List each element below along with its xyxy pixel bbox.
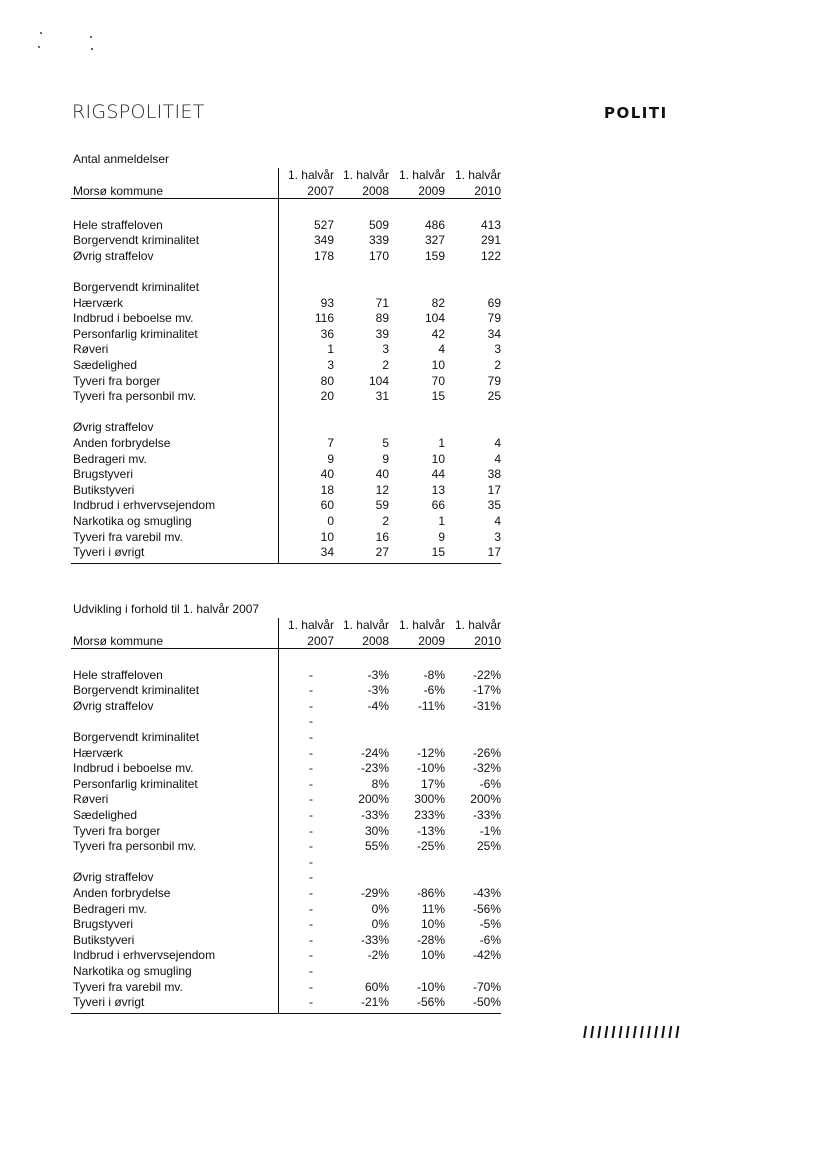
- cell-value: -: [309, 854, 313, 869]
- cell-value: 36: [320, 326, 334, 341]
- cell-value: 7: [327, 436, 334, 450]
- table-row: [71, 870, 501, 886]
- cell-value: -1%: [479, 823, 501, 838]
- cell-value: 25%: [476, 839, 501, 854]
- stripe-mark: [605, 1026, 609, 1038]
- table-row: [71, 668, 501, 684]
- row-label: Indbrud i erhvervsejendom: [73, 948, 216, 963]
- cell-value: 4: [494, 451, 501, 466]
- row-label: Brugstyveri: [73, 467, 134, 482]
- table-row: [71, 327, 501, 343]
- table-row: [71, 964, 501, 980]
- cell-value: 39: [375, 326, 389, 341]
- table-title: Antal anmeldelser: [73, 152, 170, 166]
- table-row: [71, 917, 501, 933]
- row-label: Borgervendt kriminalitet: [73, 280, 200, 294]
- cell-value: -70%: [472, 979, 501, 994]
- table-row: [71, 498, 501, 514]
- cell-value: 10: [431, 451, 445, 466]
- cell-value: -: [309, 714, 313, 729]
- cell-value: 40: [375, 467, 389, 482]
- cell-value: -: [309, 964, 313, 978]
- table-title: Udvikling i forhold til 1. halvår 2007: [73, 602, 260, 616]
- stripe-mark: [619, 1026, 623, 1038]
- column-header-year: 2010: [474, 634, 501, 648]
- table-row: [71, 436, 501, 452]
- region-label: Morsø kommune: [73, 184, 164, 198]
- column-header-year: 2007: [307, 634, 334, 648]
- cell-value: -13%: [416, 823, 445, 838]
- row-label: Bedrageri mv.: [73, 901, 147, 916]
- cell-value: 27: [375, 545, 389, 560]
- cell-value: -22%: [472, 667, 501, 682]
- row-label: Narkotika og smugling: [73, 964, 192, 978]
- row-label: Anden forbrydelse: [73, 886, 171, 900]
- cell-value: -31%: [472, 698, 501, 713]
- table-row: [71, 311, 501, 327]
- cell-value: -: [309, 667, 313, 682]
- row-label: Tyveri fra varebil mv.: [73, 979, 183, 994]
- header-divider: [71, 648, 501, 649]
- table-row: [71, 389, 501, 405]
- cell-value: 66: [431, 498, 445, 513]
- cell-value: -23%: [360, 761, 389, 776]
- cell-value: -: [309, 932, 313, 947]
- table-row: [71, 514, 501, 530]
- row-label: Anden forbrydelse: [73, 436, 171, 450]
- cell-value: 25: [487, 389, 501, 404]
- column-header-year: 2010: [474, 184, 501, 198]
- cell-value: -: [309, 886, 313, 900]
- stripe-mark: [668, 1026, 672, 1038]
- stripe-mark: [676, 1026, 680, 1038]
- table-row: [71, 902, 501, 918]
- stripe-mark: [661, 1026, 665, 1038]
- row-label: Borgervendt kriminalitet: [73, 730, 200, 744]
- cell-value: 3: [382, 342, 389, 357]
- column-header-year: 2008: [362, 184, 389, 198]
- cell-value: 0: [327, 514, 334, 528]
- table-row: [71, 746, 501, 762]
- cell-value: -: [309, 698, 313, 713]
- cell-value: 17: [487, 482, 501, 497]
- table-row: [71, 777, 501, 793]
- cell-value: 413: [480, 217, 501, 232]
- table-row: [71, 202, 501, 218]
- table-row: [71, 808, 501, 824]
- row-label: Tyveri fra personbil mv.: [73, 389, 197, 404]
- cell-value: 300%: [414, 792, 445, 807]
- cell-value: 60%: [364, 979, 389, 994]
- row-label: Øvrig straffelov: [73, 248, 154, 263]
- table-row: [71, 792, 501, 808]
- cell-value: 116: [314, 311, 334, 326]
- cell-value: 34: [487, 326, 501, 341]
- column-header-period: 1. halvår: [342, 168, 389, 182]
- cell-value: -56%: [472, 901, 501, 916]
- cell-value: -26%: [472, 745, 501, 760]
- table-row: [71, 714, 501, 730]
- table-bottom-rule: [71, 1013, 501, 1014]
- column-header-period: 1. halvår: [287, 168, 334, 182]
- row-label: Borgervendt kriminalitet: [73, 233, 200, 248]
- cell-value: 30%: [364, 823, 389, 838]
- table-row: [71, 483, 501, 499]
- table-row: [71, 280, 501, 296]
- row-label: Røveri: [73, 342, 109, 357]
- cell-value: -28%: [416, 932, 445, 947]
- cell-value: -: [309, 839, 313, 854]
- cell-value: -24%: [360, 745, 389, 760]
- cell-value: 509: [368, 217, 389, 232]
- cell-value: 93: [320, 295, 334, 310]
- table-row: [71, 296, 501, 312]
- stripe-mark: [612, 1026, 616, 1038]
- cell-value: -: [309, 761, 313, 776]
- cell-value: 4: [494, 436, 501, 450]
- cell-value: 3: [494, 529, 501, 544]
- row-label: Tyveri i øvrigt: [73, 995, 145, 1010]
- cell-value: 82: [431, 295, 445, 310]
- row-label: Tyveri fra borger: [73, 373, 161, 388]
- table-row: [71, 420, 501, 436]
- cell-value: 59: [375, 498, 389, 513]
- cell-value: 10: [320, 529, 334, 544]
- cell-value: -: [309, 745, 313, 760]
- cell-value: -: [309, 870, 313, 885]
- table-row: [71, 886, 501, 902]
- table-row: [71, 933, 501, 949]
- column-header-period: 1. halvår: [398, 618, 445, 632]
- cell-value: 349: [313, 233, 334, 248]
- cell-value: 13: [431, 482, 445, 497]
- cell-value: -12%: [416, 745, 445, 760]
- row-label: Brugstyveri: [73, 917, 134, 932]
- cell-value: 159: [424, 248, 445, 263]
- cell-value: 17%: [420, 776, 445, 791]
- stripe-mark: [626, 1026, 630, 1038]
- cell-value: -86%: [416, 886, 445, 900]
- cell-value: -: [309, 776, 313, 791]
- cell-value: 4: [494, 514, 501, 528]
- cell-value: -29%: [360, 886, 389, 900]
- stripe-mark: [590, 1026, 594, 1038]
- table-row: [71, 652, 501, 668]
- cell-value: 1: [327, 342, 334, 357]
- row-label: Tyveri fra varebil mv.: [73, 529, 183, 544]
- cell-value: -: [309, 901, 313, 916]
- cell-value: 233%: [414, 808, 445, 822]
- cell-value: -: [309, 948, 313, 963]
- cell-value: -42%: [472, 948, 501, 963]
- cell-value: 4: [438, 342, 445, 357]
- table-row: [71, 824, 501, 840]
- cell-value: 79: [487, 373, 501, 388]
- cell-value: 9: [327, 451, 334, 466]
- table-row: [71, 467, 501, 483]
- row-label: Personfarlig kriminalitet: [73, 326, 198, 341]
- cell-value: -6%: [423, 683, 445, 698]
- cell-value: -4%: [367, 698, 389, 713]
- column-header-period: 1. halvår: [454, 618, 501, 632]
- table-row: [71, 249, 501, 265]
- cell-value: -8%: [423, 667, 445, 682]
- cell-value: -: [309, 808, 313, 822]
- cell-value: 9: [382, 451, 389, 466]
- row-label: Bedrageri mv.: [73, 451, 147, 466]
- cell-value: 35: [487, 498, 501, 513]
- table-row: [71, 342, 501, 358]
- cell-value: -33%: [472, 808, 501, 822]
- cell-value: -: [309, 917, 313, 932]
- cell-value: 104: [424, 311, 445, 326]
- cell-value: 178: [313, 248, 334, 263]
- row-label: Øvrig straffelov: [73, 420, 154, 435]
- cell-value: -56%: [416, 995, 445, 1010]
- table-row: [71, 699, 501, 715]
- row-label: Butikstyveri: [73, 482, 135, 497]
- cell-value: 2: [382, 358, 389, 372]
- stripe-mark: [633, 1026, 637, 1038]
- cell-value: 11%: [421, 901, 445, 916]
- police-stripe-pattern: [583, 1025, 683, 1039]
- cell-value: 12: [375, 482, 389, 497]
- cell-value: 9: [438, 529, 445, 544]
- cell-value: 16: [375, 529, 389, 544]
- table-bottom-rule: [71, 563, 501, 564]
- cell-value: 18: [320, 482, 334, 497]
- cell-value: -: [309, 683, 313, 698]
- cell-value: 1: [438, 514, 445, 528]
- cell-value: 20: [320, 389, 334, 404]
- cell-value: -33%: [360, 808, 389, 822]
- column-header-year: 2007: [307, 184, 334, 198]
- column-header-period: 1. halvår: [287, 618, 334, 632]
- cell-value: 3: [494, 342, 501, 357]
- column-header-period: 1. halvår: [454, 168, 501, 182]
- cell-value: -: [309, 792, 313, 807]
- cell-value: 38: [487, 467, 501, 482]
- stripe-mark: [583, 1026, 587, 1038]
- cell-value: 3: [327, 358, 334, 372]
- row-label: Indbrud i erhvervsejendom: [73, 498, 216, 513]
- cell-value: -43%: [472, 886, 501, 900]
- politi-logo: POLITI: [604, 104, 668, 122]
- cell-value: 34: [320, 545, 334, 560]
- cell-value: 1: [438, 436, 445, 450]
- cell-value: 200%: [358, 792, 389, 807]
- cell-value: -17%: [472, 683, 501, 698]
- cell-value: 44: [431, 467, 445, 482]
- row-label: Indbrud i beboelse mv.: [73, 761, 194, 776]
- stripe-mark: [647, 1026, 651, 1038]
- cell-value: 10%: [420, 948, 445, 963]
- cell-value: 15: [431, 389, 445, 404]
- region-label: Morsø kommune: [73, 634, 164, 648]
- cell-value: 2: [382, 514, 389, 528]
- cell-value: 486: [424, 217, 445, 232]
- cell-value: -6%: [479, 776, 501, 791]
- cell-value: 42: [431, 326, 445, 341]
- cell-value: -33%: [360, 932, 389, 947]
- cell-value: -3%: [367, 683, 389, 698]
- cell-value: -: [309, 730, 313, 744]
- cell-value: 31: [375, 389, 389, 404]
- table-row: [71, 264, 501, 280]
- cell-value: -: [309, 979, 313, 994]
- cell-value: -25%: [416, 839, 445, 854]
- cell-value: 89: [375, 311, 389, 326]
- cell-value: 10%: [420, 917, 445, 932]
- table-row: [71, 358, 501, 374]
- cell-value: 527: [313, 217, 334, 232]
- column-header-year: 2009: [418, 634, 445, 648]
- cell-value: -21%: [360, 995, 389, 1010]
- row-label: Hele straffeloven: [73, 667, 163, 682]
- cell-value: 170: [368, 248, 389, 263]
- column-divider: [278, 618, 279, 1013]
- cell-value: -: [309, 823, 313, 838]
- row-label: Tyveri fra borger: [73, 823, 161, 838]
- cell-value: 5: [382, 436, 389, 450]
- row-label: Øvrig straffelov: [73, 698, 154, 713]
- table-row: [71, 233, 501, 249]
- table-row: [71, 405, 501, 421]
- stripe-mark: [654, 1026, 658, 1038]
- column-header-year: 2008: [362, 634, 389, 648]
- cell-value: -10%: [416, 761, 445, 776]
- cell-value: 80: [320, 373, 334, 388]
- cell-value: 71: [375, 295, 389, 310]
- row-label: Sædelighed: [73, 358, 138, 372]
- cell-value: -10%: [416, 979, 445, 994]
- cell-value: -5%: [479, 917, 501, 932]
- cell-value: -32%: [472, 761, 501, 776]
- table-row: [71, 761, 501, 777]
- cell-value: -50%: [472, 995, 501, 1010]
- cell-value: 55%: [364, 839, 389, 854]
- table-row: [71, 452, 501, 468]
- table-row: [71, 374, 501, 390]
- stripe-mark: [640, 1026, 644, 1038]
- table-row: [71, 530, 501, 546]
- row-label: Personfarlig kriminalitet: [73, 776, 198, 791]
- table-row: [71, 980, 501, 996]
- row-label: Hele straffeloven: [73, 217, 163, 232]
- cell-value: 8%: [371, 776, 389, 791]
- row-label: Butikstyveri: [73, 932, 135, 947]
- row-label: Øvrig straffelov: [73, 870, 154, 885]
- row-label: Borgervendt kriminalitet: [73, 683, 200, 698]
- cell-value: 0%: [371, 917, 389, 932]
- cell-value: 104: [368, 373, 389, 388]
- cell-value: -2%: [367, 948, 389, 963]
- column-header-period: 1. halvår: [398, 168, 445, 182]
- row-label: Hærværk: [73, 745, 123, 760]
- cell-value: 10: [431, 358, 445, 372]
- row-label: Narkotika og smugling: [73, 514, 192, 528]
- cell-value: 60: [320, 498, 334, 513]
- row-label: Tyveri i øvrigt: [73, 545, 145, 560]
- cell-value: -: [309, 995, 313, 1010]
- column-header-year: 2009: [418, 184, 445, 198]
- cell-value: 122: [480, 248, 501, 263]
- cell-value: 79: [487, 311, 501, 326]
- table-row: [71, 948, 501, 964]
- brand-title: RIGSPOLITIET: [72, 101, 205, 123]
- stripe-mark: [597, 1026, 601, 1038]
- cell-value: 291: [480, 233, 501, 248]
- column-divider: [278, 168, 279, 563]
- cell-value: 200%: [470, 792, 501, 807]
- column-header-period: 1. halvår: [342, 618, 389, 632]
- cell-value: 2: [494, 358, 501, 372]
- table-row: [71, 545, 501, 561]
- table-row: [71, 839, 501, 855]
- header-divider: [71, 198, 501, 199]
- cell-value: 15: [431, 545, 445, 560]
- cell-value: 69: [487, 295, 501, 310]
- cell-value: 339: [368, 233, 389, 248]
- cell-value: 0%: [371, 901, 389, 916]
- table-row: [71, 218, 501, 234]
- cell-value: -3%: [367, 667, 389, 682]
- row-label: Sædelighed: [73, 808, 138, 822]
- table-row: [71, 730, 501, 746]
- cell-value: -6%: [479, 932, 501, 947]
- row-label: Indbrud i beboelse mv.: [73, 311, 194, 326]
- cell-value: 327: [424, 233, 445, 248]
- cell-value: -11%: [417, 698, 445, 713]
- table-row: [71, 855, 501, 871]
- cell-value: 17: [487, 545, 501, 560]
- cell-value: 70: [431, 373, 445, 388]
- table-row: [71, 683, 501, 699]
- table-row: [71, 995, 501, 1011]
- row-label: Hærværk: [73, 295, 123, 310]
- cell-value: 40: [320, 467, 334, 482]
- row-label: Røveri: [73, 792, 109, 807]
- row-label: Tyveri fra personbil mv.: [73, 839, 197, 854]
